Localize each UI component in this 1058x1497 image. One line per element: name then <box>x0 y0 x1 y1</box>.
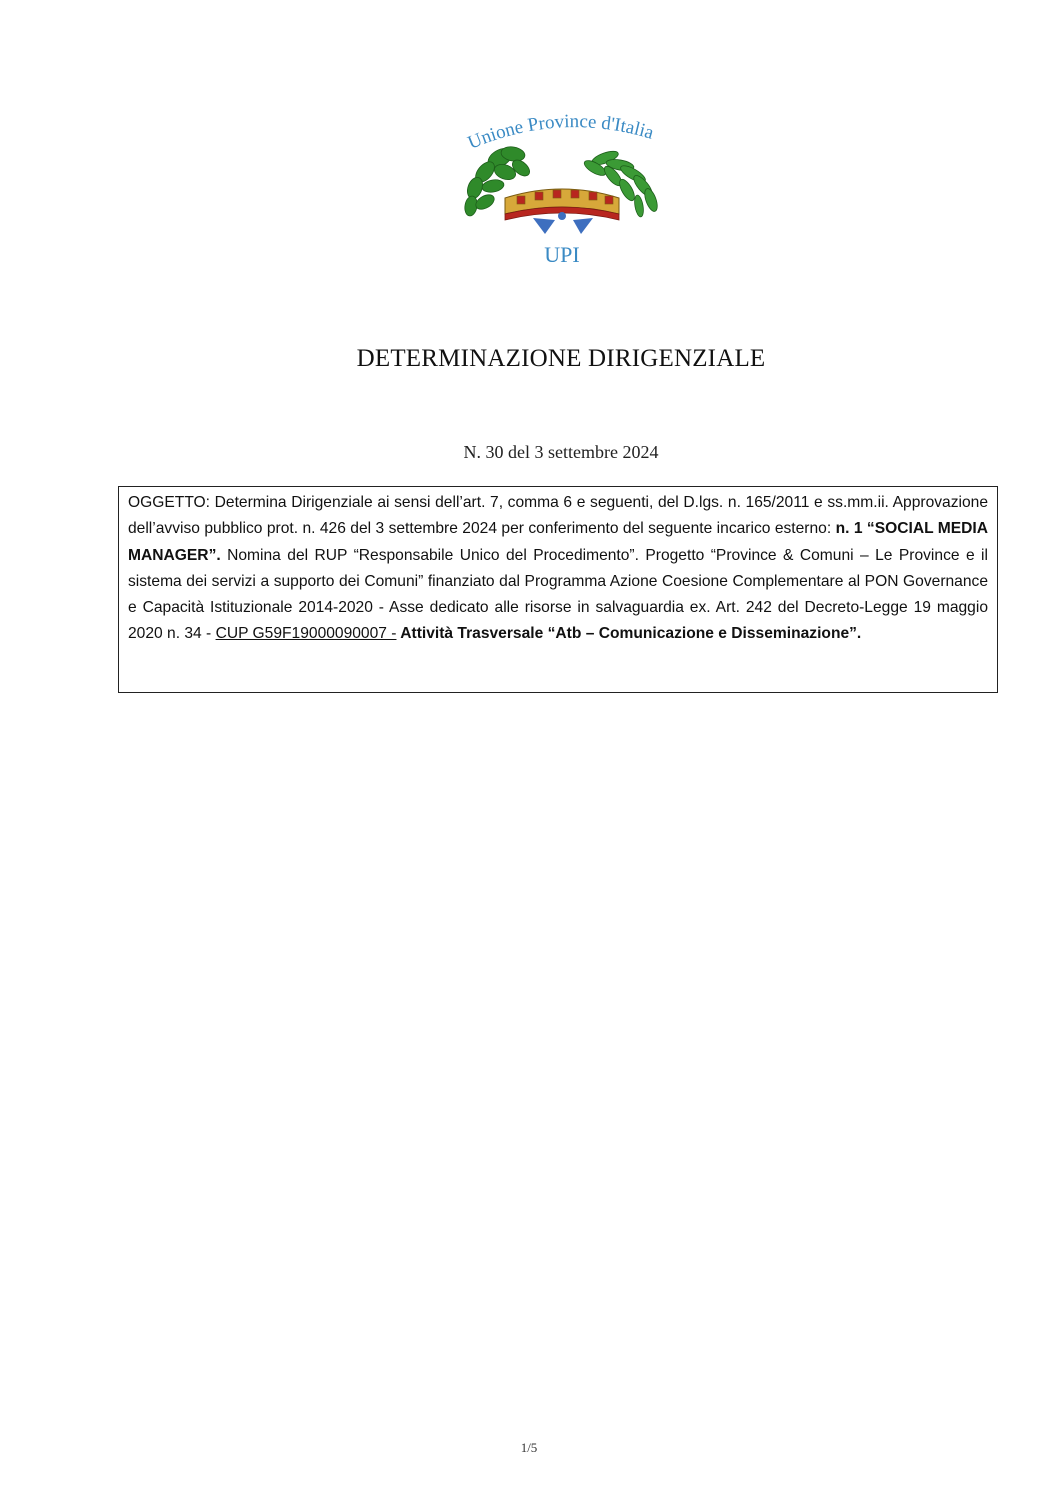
upi-emblem-icon <box>455 110 670 270</box>
logo-acronym: UPI <box>544 242 580 267</box>
subject-cup-code: CUP G59F19000090007 - <box>215 625 397 643</box>
document-number: N. 30 del 3 settembre 2024 <box>463 442 659 462</box>
subject-text-part1: OGGETTO: Determina Dirigenziale ai sensi dell’art. 7, comma 6 e seguenti, del D.lgs. n. 165/2011 e ss.mm.ii. Approvazione dell’avviso pubblico prot. n. 426 del 3 settembre 2024 per conferimento del seguente incarico esterno: <box>128 494 988 538</box>
page-number: 1/5 <box>520 1440 538 1455</box>
subject-bold-role: n. 1 “SOCIAL MEDIA MANAGER”. <box>128 520 988 564</box>
document-title: DETERMINAZIONE DIRIGENZIALE <box>356 345 766 372</box>
upi-logo <box>455 110 670 270</box>
subject-text-part2: Nomina del RUP “Responsabile Unico del Procedimento”. Progetto “Province & Comuni – Le Province e il sistema dei servizi a supporto dei Comuni” finanziato dal Programma Azione Coesione Complementare al PON Governance e Capacità Istituzionale 2014-2020 - Asse dedicato alle risorse in salvaguardia ex. Art. 242 del Decreto-Legge 19 maggio 2020 n. 34 - <box>128 546 988 643</box>
subject-bold-activity: Attività Trasversale “Atb – Comunicazione e Disseminazione”. <box>396 625 862 643</box>
logo-org-name: Unione Province d'Italia <box>464 111 656 154</box>
subject-box <box>118 486 998 693</box>
